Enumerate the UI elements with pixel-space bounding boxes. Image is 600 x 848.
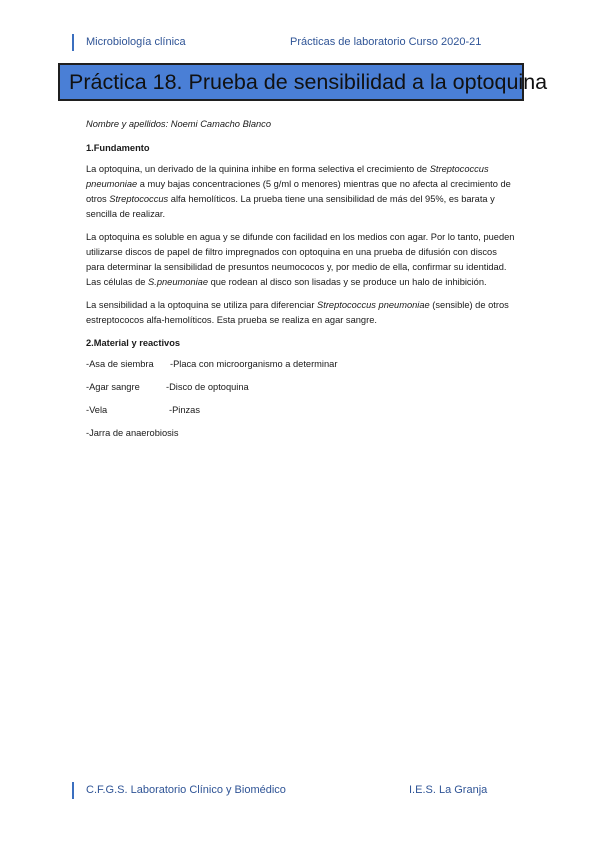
p1-text-a: La optoquina, un derivado de la quinina inhibe en forma selectiva el crecimiento de	[86, 164, 430, 174]
paragraph-3	[86, 298, 516, 328]
p2-text-c: que rodean al disco son lisadas y se produce un halo de inhibición.	[208, 277, 487, 287]
paragraph-2	[86, 230, 516, 290]
material-item: -Disco de optoquina	[166, 382, 249, 392]
header-accent-bar	[72, 34, 74, 51]
p1-text-e: alfa hemolíticos. La prueba tiene una sensibilidad de más del 95%, es barata y sencilla de realizar.	[86, 194, 495, 219]
p2-text-a: La optoquina es soluble en agua y se difunde con facilidad en los medios con agar. Por lo tanto, pueden utilizarse discos de papel de filtro impregnados con optoquina en una prueba de difusión con discos para determinar la sensibilidad de presuntos neumococos y, por medio de ella, confirmar su identidad. Las células de	[86, 232, 515, 287]
material-item: -Vela	[86, 405, 108, 415]
document-body	[86, 117, 516, 449]
student-name: Nombre y apellidos: Noemi Camacho Blanco	[86, 119, 271, 129]
p1-species: Streptococcus pneumoniae	[86, 164, 489, 189]
material-item: -Asa de siembra	[86, 359, 154, 369]
header-subject: Microbiología clínica	[86, 36, 186, 48]
material-item: -Agar sangre	[86, 382, 140, 392]
footer-program: C.F.G.S. Laboratorio Clínico y Biomédico	[86, 784, 286, 796]
page-footer	[72, 782, 512, 800]
p2-species: S.pneumoniae	[148, 277, 208, 287]
material-row	[86, 403, 516, 418]
page-header	[72, 34, 532, 52]
section-heading-fundamento: 1.Fundamento	[86, 143, 150, 153]
title-banner	[58, 63, 548, 101]
p1-text-c: a muy bajas concentraciones (5 g/ml o menores) mientras que no afecta al crecimiento de otros	[86, 179, 511, 204]
header-course: Prácticas de laboratorio Curso 2020-21	[290, 36, 482, 48]
material-row	[86, 380, 516, 395]
material-item: -Pinzas	[169, 405, 201, 415]
p3-text-c: (sensible) de otros estreptococos alfa-hemolíticos. Esta prueba se realiza en agar sangre.	[86, 300, 509, 325]
p3-text-a: La sensibilidad a la optoquina se utiliza para diferenciar	[86, 300, 318, 310]
material-item: -Placa con microorganismo a determinar	[170, 359, 338, 369]
material-row	[86, 426, 516, 441]
paragraph-1	[86, 162, 516, 222]
section-heading-material: 2.Material y reactivos	[86, 338, 181, 348]
p3-species: Streptococcus pneumoniae	[317, 300, 430, 310]
page-title: Práctica 18. Prueba de sensibilidad a la optoquina	[69, 70, 548, 94]
p1-genus: Streptococcus	[109, 194, 169, 204]
material-item: -Jarra de anaerobiosis	[86, 428, 179, 438]
footer-school: I.E.S. La Granja	[409, 784, 488, 796]
material-row	[86, 357, 516, 372]
footer-accent-bar	[72, 782, 74, 799]
